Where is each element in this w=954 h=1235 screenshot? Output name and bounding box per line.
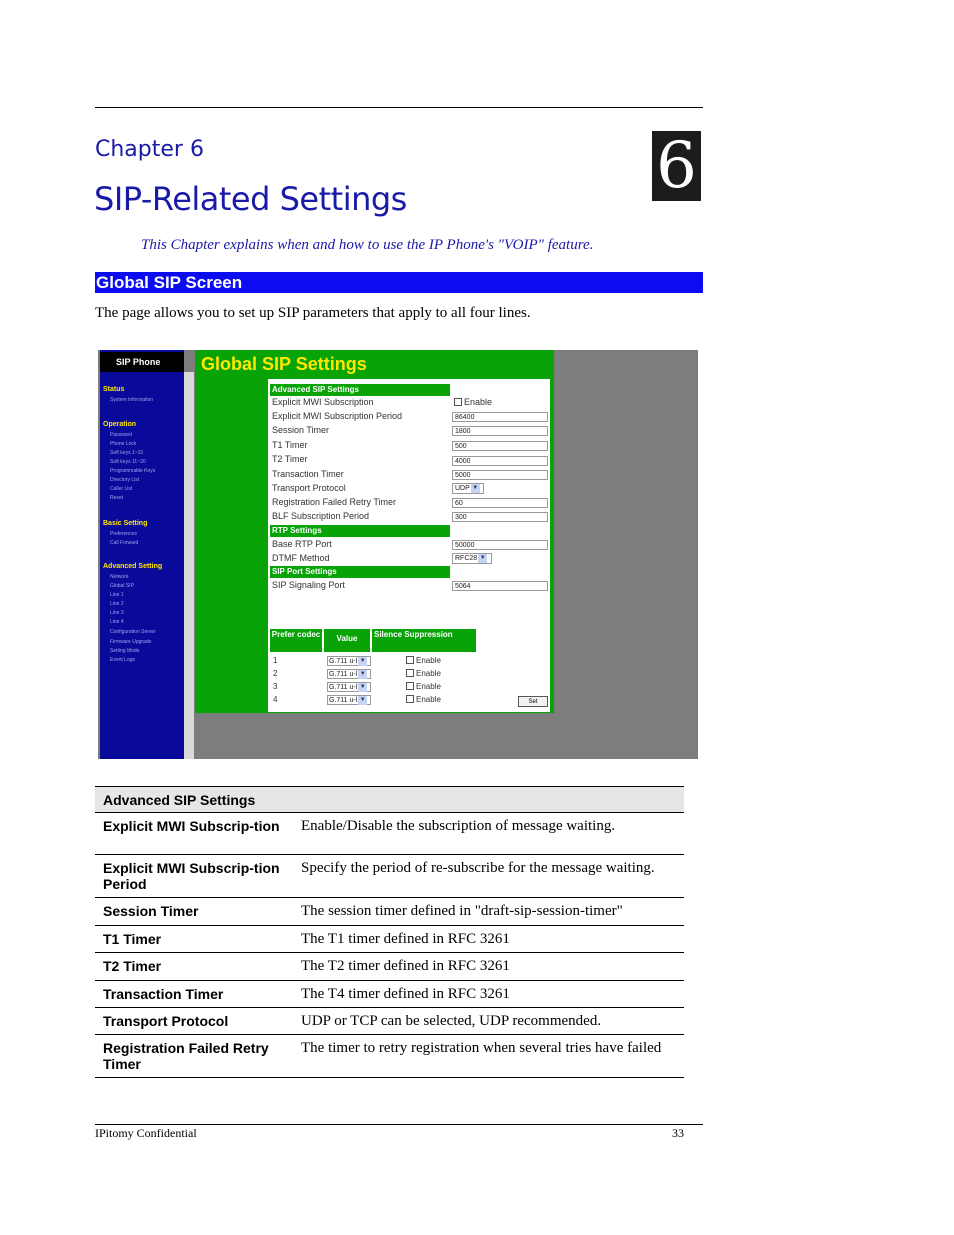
table-header-row (95, 787, 684, 813)
dtmf-select[interactable]: RFC28 ▼ (452, 553, 492, 564)
mwi-label: Explicit MWI Subscription (272, 397, 374, 407)
table-term: Transport Protocol (95, 1008, 294, 1035)
t2-timer-label: T2 Timer (272, 454, 308, 464)
chevron-down-icon: ▼ (472, 485, 479, 491)
group-rtp: RTP Settings (270, 525, 450, 537)
blf-period-label: BLF Subscription Period (272, 511, 370, 521)
table-row (95, 813, 684, 855)
chevron-down-icon: ▼ (359, 697, 366, 703)
sidebar-title: SIP Phone (100, 352, 184, 372)
checkbox-icon (406, 695, 414, 703)
base-rtp-port-label: Base RTP Port (272, 539, 332, 549)
settings-form (268, 379, 550, 712)
table-desc: UDP or TCP can be selected, UDP recommended. (294, 1008, 684, 1035)
codec-row-number: 4 (273, 695, 278, 704)
codec-row-number: 2 (273, 669, 278, 678)
nav-item[interactable]: Programmable Keys (110, 468, 156, 474)
checkbox-icon (454, 398, 462, 406)
table-desc: Enable/Disable the subscription of message waiting. (294, 813, 684, 855)
checkbox-icon (406, 656, 414, 664)
table-desc: The T1 timer defined in RFC 3261 (294, 926, 684, 953)
nav-item[interactable]: Soft keys 11~20 (110, 459, 146, 465)
table-term: T1 Timer (95, 926, 294, 953)
mwi-period-input[interactable]: 86400 (452, 412, 548, 422)
base-rtp-port-input[interactable]: 50000 (452, 540, 548, 550)
chapter-intro: This Chapter explains when and how to use the IP Phone's "VOIP" feature. (141, 237, 594, 253)
session-timer-label: Session Timer (272, 425, 330, 435)
nav-item[interactable]: Password (110, 432, 132, 438)
codec-header-silence: Silence Suppression (372, 629, 476, 652)
t1-timer-input[interactable]: 500 (452, 441, 548, 451)
mwi-checkbox[interactable]: Enable (454, 397, 492, 407)
nav-item[interactable]: Directory List (110, 477, 140, 483)
nav-heading-basic-setting[interactable]: Basic Setting (103, 520, 148, 527)
table-desc: The session timer defined in "draft-sip-session-timer" (294, 898, 684, 926)
table-term: T2 Timer (95, 953, 294, 981)
retry-timer-label: Registration Failed Retry Timer (272, 497, 397, 507)
table-row (95, 855, 684, 898)
table-term: Transaction Timer (95, 981, 294, 1008)
nav-item[interactable]: Setting Mode (110, 648, 140, 654)
checkbox-icon (406, 669, 414, 677)
nav-item[interactable]: Line 3 (110, 610, 124, 616)
chevron-down-icon: ▼ (359, 658, 366, 664)
nav-heading-operation[interactable]: Operation (103, 421, 137, 428)
table-row (95, 1035, 684, 1078)
t2-timer-input[interactable]: 4000 (452, 456, 548, 466)
retry-timer-input[interactable]: 60 (452, 498, 548, 508)
nav-item[interactable]: Reset (110, 495, 124, 501)
table-row (95, 898, 684, 926)
sidebar-scrollbar[interactable] (184, 372, 194, 759)
table-row (95, 926, 684, 953)
table-row (95, 981, 684, 1008)
settings-title: Global SIP Settings (201, 354, 367, 374)
sip-port-input[interactable]: 5064 (452, 581, 548, 591)
table-row (95, 953, 684, 981)
section-heading: Global SIP Screen (95, 272, 703, 293)
nav-item[interactable]: Soft keys 1~10 (110, 450, 144, 456)
chevron-down-icon: ▼ (359, 671, 366, 677)
chevron-down-icon: ▼ (359, 684, 366, 690)
set-button[interactable]: Set (518, 696, 548, 707)
nav-item[interactable]: Caller List (110, 486, 133, 492)
transport-label: Transport Protocol (272, 483, 346, 493)
nav-item[interactable]: Preferences (110, 531, 137, 537)
transport-select[interactable]: UDP ▼ (452, 483, 484, 494)
settings-pane (195, 350, 554, 713)
nav-item[interactable]: Phone Lock (110, 441, 137, 447)
codec-header-prefer: Prefer codec (270, 629, 322, 652)
chapter-title: SIP-Related Settings (94, 180, 407, 218)
transaction-timer-label: Transaction Timer (272, 469, 344, 479)
footer-rule (95, 1124, 703, 1125)
chapter-number-badge: 6 (652, 131, 701, 201)
top-rule (95, 107, 703, 108)
silence-checkbox[interactable]: Enable (406, 656, 441, 665)
codec-select[interactable]: G.711 u-l ▼ (327, 695, 371, 705)
table-term: Explicit MWI Subscrip-tion Period (95, 855, 294, 898)
table-desc: The T4 timer defined in RFC 3261 (294, 981, 684, 1008)
footer-confidential: IPitomy Confidential (95, 1126, 197, 1140)
nav-item[interactable]: Event Logs (110, 657, 136, 663)
nav-item[interactable]: Global SIP (110, 583, 134, 589)
dtmf-label: DTMF Method (272, 553, 330, 563)
table-row (95, 1008, 684, 1035)
table-desc: The T2 timer defined in RFC 3261 (294, 953, 684, 981)
transaction-timer-input[interactable]: 5000 (452, 470, 548, 480)
nav-item[interactable]: Line 2 (110, 601, 124, 607)
codec-select[interactable]: G.711 u-l ▼ (327, 682, 371, 692)
settings-table (95, 786, 684, 1078)
codec-header-value: Value (324, 629, 370, 652)
session-timer-input[interactable]: 1800 (452, 426, 548, 436)
nav-item[interactable]: Configuration Server (110, 629, 156, 635)
t1-timer-label: T1 Timer (272, 440, 308, 450)
chapter-label: Chapter 6 (95, 137, 204, 162)
codec-select[interactable]: G.711 u-l ▼ (327, 656, 371, 666)
mwi-period-label: Explicit MWI Subscription Period (272, 411, 403, 421)
nav-item[interactable]: Line 1 (110, 592, 124, 598)
nav-item[interactable]: Network (110, 574, 129, 580)
page-number: 33 (672, 1126, 684, 1140)
nav-item[interactable]: Firmware Upgrade (110, 639, 152, 645)
checkbox-icon (406, 682, 414, 690)
global-sip-screenshot (98, 350, 698, 759)
nav-heading-status[interactable]: Status (103, 386, 125, 393)
silence-checkbox[interactable]: Enable (406, 682, 441, 691)
table-desc: The timer to retry registration when several tries have failed (294, 1035, 684, 1078)
nav-item[interactable]: Call Forward (110, 540, 139, 546)
nav-item[interactable]: System Information (110, 397, 154, 403)
sip-port-label: SIP Signaling Port (272, 580, 345, 590)
table-term: Explicit MWI Subscrip-tion (95, 813, 294, 855)
blf-period-input[interactable]: 300 (452, 512, 548, 522)
table-term: Session Timer (95, 898, 294, 926)
group-sip-port: SIP Port Settings (270, 566, 450, 578)
codec-row-number: 3 (273, 682, 278, 691)
chevron-down-icon: ▼ (479, 555, 486, 561)
table-desc: Specify the period of re-subscribe for the message waiting. (294, 855, 684, 898)
table-term: Registration Failed Retry Timer (95, 1035, 294, 1078)
silence-checkbox[interactable]: Enable (406, 669, 441, 678)
table-header: Advanced SIP Settings (95, 787, 684, 813)
nav-heading-advanced-setting[interactable]: Advanced Setting (103, 563, 163, 570)
section-body: The page allows you to set up SIP parameters that apply to all four lines. (95, 305, 531, 321)
silence-checkbox[interactable]: Enable (406, 695, 441, 704)
codec-row-number: 1 (273, 656, 278, 665)
group-advanced-sip: Advanced SIP Settings (270, 384, 450, 396)
sidebar (100, 350, 184, 759)
codec-select[interactable]: G.711 u-l ▼ (327, 669, 371, 679)
nav-item[interactable]: Line 4 (110, 619, 124, 625)
